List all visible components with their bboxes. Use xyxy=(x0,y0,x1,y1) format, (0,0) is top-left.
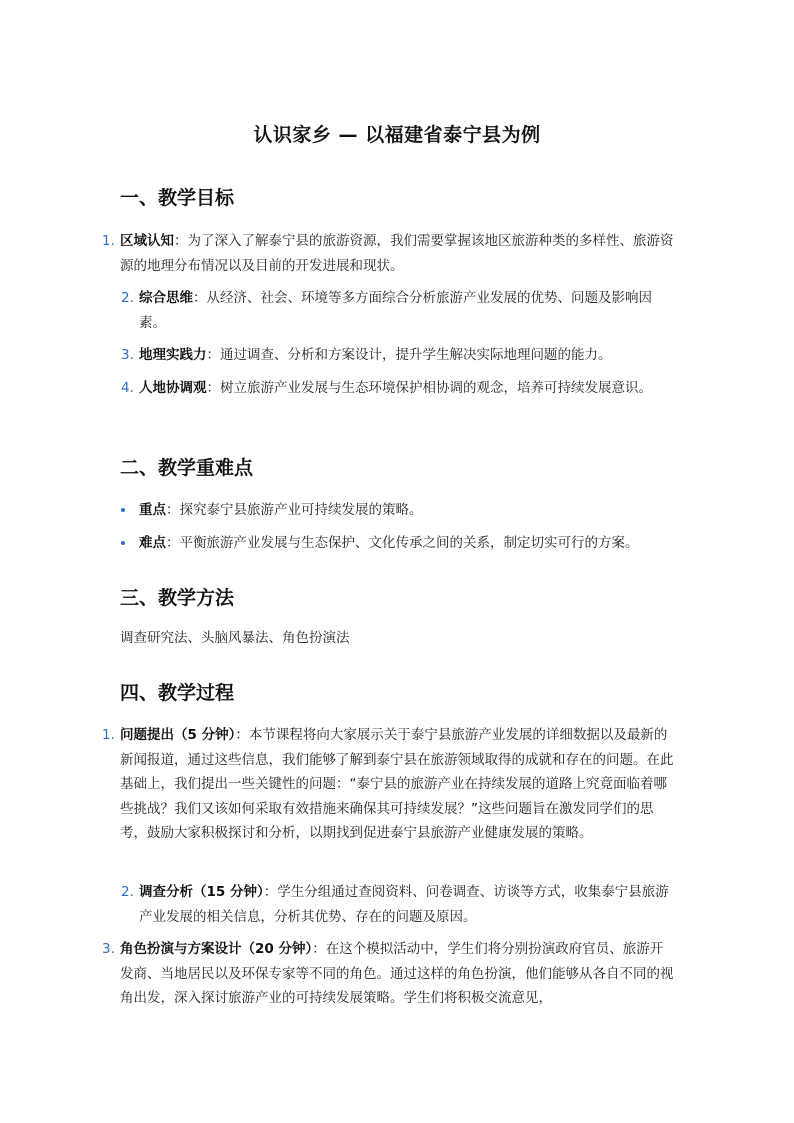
process-item-3 xyxy=(102,937,675,1011)
term-separator: ： xyxy=(166,502,180,518)
key-point-term: 难点 xyxy=(139,535,166,551)
section-heading-methods: 三、教学方法 xyxy=(120,587,235,609)
list-number: 2. xyxy=(121,884,134,900)
objective-item-4 xyxy=(121,376,675,401)
term-separator: ： xyxy=(206,380,220,396)
section-heading-process: 四、教学过程 xyxy=(120,682,235,704)
process-term: 角色扮演与方案设计（20 分钟） xyxy=(120,941,313,957)
list-number: 2. xyxy=(121,290,134,306)
objective-text: 通过调查、分析和方案设计，提升学生解决实际地理问题的能力。 xyxy=(220,347,612,363)
section-heading-objectives: 一、教学目标 xyxy=(120,187,235,209)
objective-term: 区域认知 xyxy=(120,233,174,249)
process-item-1 xyxy=(102,723,675,846)
term-separator: ： xyxy=(312,941,326,957)
objective-text: 树立旅游产业发展与生态环境保护相协调的观念，培养可持续发展意识。 xyxy=(220,380,652,396)
process-text: 在这个模拟活动中，学生们将分别扮演政府官员、旅游开发商、当地居民以及环保专家等不同的角色。通过这样的角色扮演，他们能够从各自不同的视角出发，深入探讨旅游产业的可持续发展策略。学生们将积极交流意见， xyxy=(120,941,674,1006)
objective-term: 综合思维 xyxy=(139,290,193,306)
term-separator: ： xyxy=(166,535,180,551)
bullet-icon xyxy=(121,541,125,545)
key-point-term: 重点 xyxy=(139,502,166,518)
list-number: 1. xyxy=(102,233,115,249)
list-number: 4. xyxy=(121,380,134,396)
methods-text: 调查研究法、头脑风暴法、角色扮演法 xyxy=(120,630,350,646)
process-item-2 xyxy=(121,880,675,929)
objective-text: 为了深入了解泰宁县的旅游资源，我们需要掌握该地区旅游种类的多样性、旅游资源的地理分布情况以及目前的开发进展和现状。 xyxy=(120,233,674,274)
document-title: 认识家乡 — 以福建省泰宁县为例 xyxy=(253,124,541,146)
objective-item-3 xyxy=(121,343,675,368)
list-number: 1. xyxy=(102,727,115,743)
key-point-item-2 xyxy=(139,531,684,556)
objective-item-1 xyxy=(102,229,675,278)
process-term: 问题提出（5 分钟） xyxy=(120,727,236,743)
term-separator: ： xyxy=(235,727,249,743)
section-heading-key-points: 二、教学重难点 xyxy=(120,457,254,479)
list-number: 3. xyxy=(121,347,134,363)
process-text: 学生分组通过查阅资料、问卷调查、访谈等方式，收集泰宁县旅游产业发展的相关信息，分析其优势、存在的问题及原因。 xyxy=(139,884,669,925)
objective-item-2 xyxy=(121,286,675,335)
term-separator: ： xyxy=(174,233,188,249)
process-text: 本节课程将向大家展示关于泰宁县旅游产业发展的详细数据以及最新的新闻报道，通过这些信息，我们能够了解到泰宁县在旅游领域取得的成就和存在的问题。在此基础上，我们提出一些关键性的问题：“泰宁县的旅游产业在持续发展的道路上究竟面临着哪些挑战？我们又该如何采取有效措施来确保其可持续发展？”这些问题旨在激发同学们的思考，鼓励大家积极探讨和分析，以期找到促进泰宁县旅游产业健康发展的策略。 xyxy=(120,727,674,841)
objective-term: 人地协调观 xyxy=(139,380,207,396)
key-point-item-1 xyxy=(139,498,684,523)
bullet-icon xyxy=(121,508,125,512)
objective-term: 地理实践力 xyxy=(139,347,207,363)
process-term: 调查分析（15 分钟） xyxy=(139,884,264,900)
term-separator: ： xyxy=(193,290,207,306)
objective-text: 从经济、社会、环境等多方面综合分析旅游产业发展的优势、问题及影响因素。 xyxy=(139,290,652,331)
term-separator: ： xyxy=(263,884,278,900)
term-separator: ： xyxy=(206,347,220,363)
key-point-text: 探究泰宁县旅游产业可持续发展的策略。 xyxy=(179,502,423,518)
list-number: 3. xyxy=(102,941,115,957)
key-point-text: 平衡旅游产业发展与生态保护、文化传承之间的关系，制定切实可行的方案。 xyxy=(179,535,639,551)
